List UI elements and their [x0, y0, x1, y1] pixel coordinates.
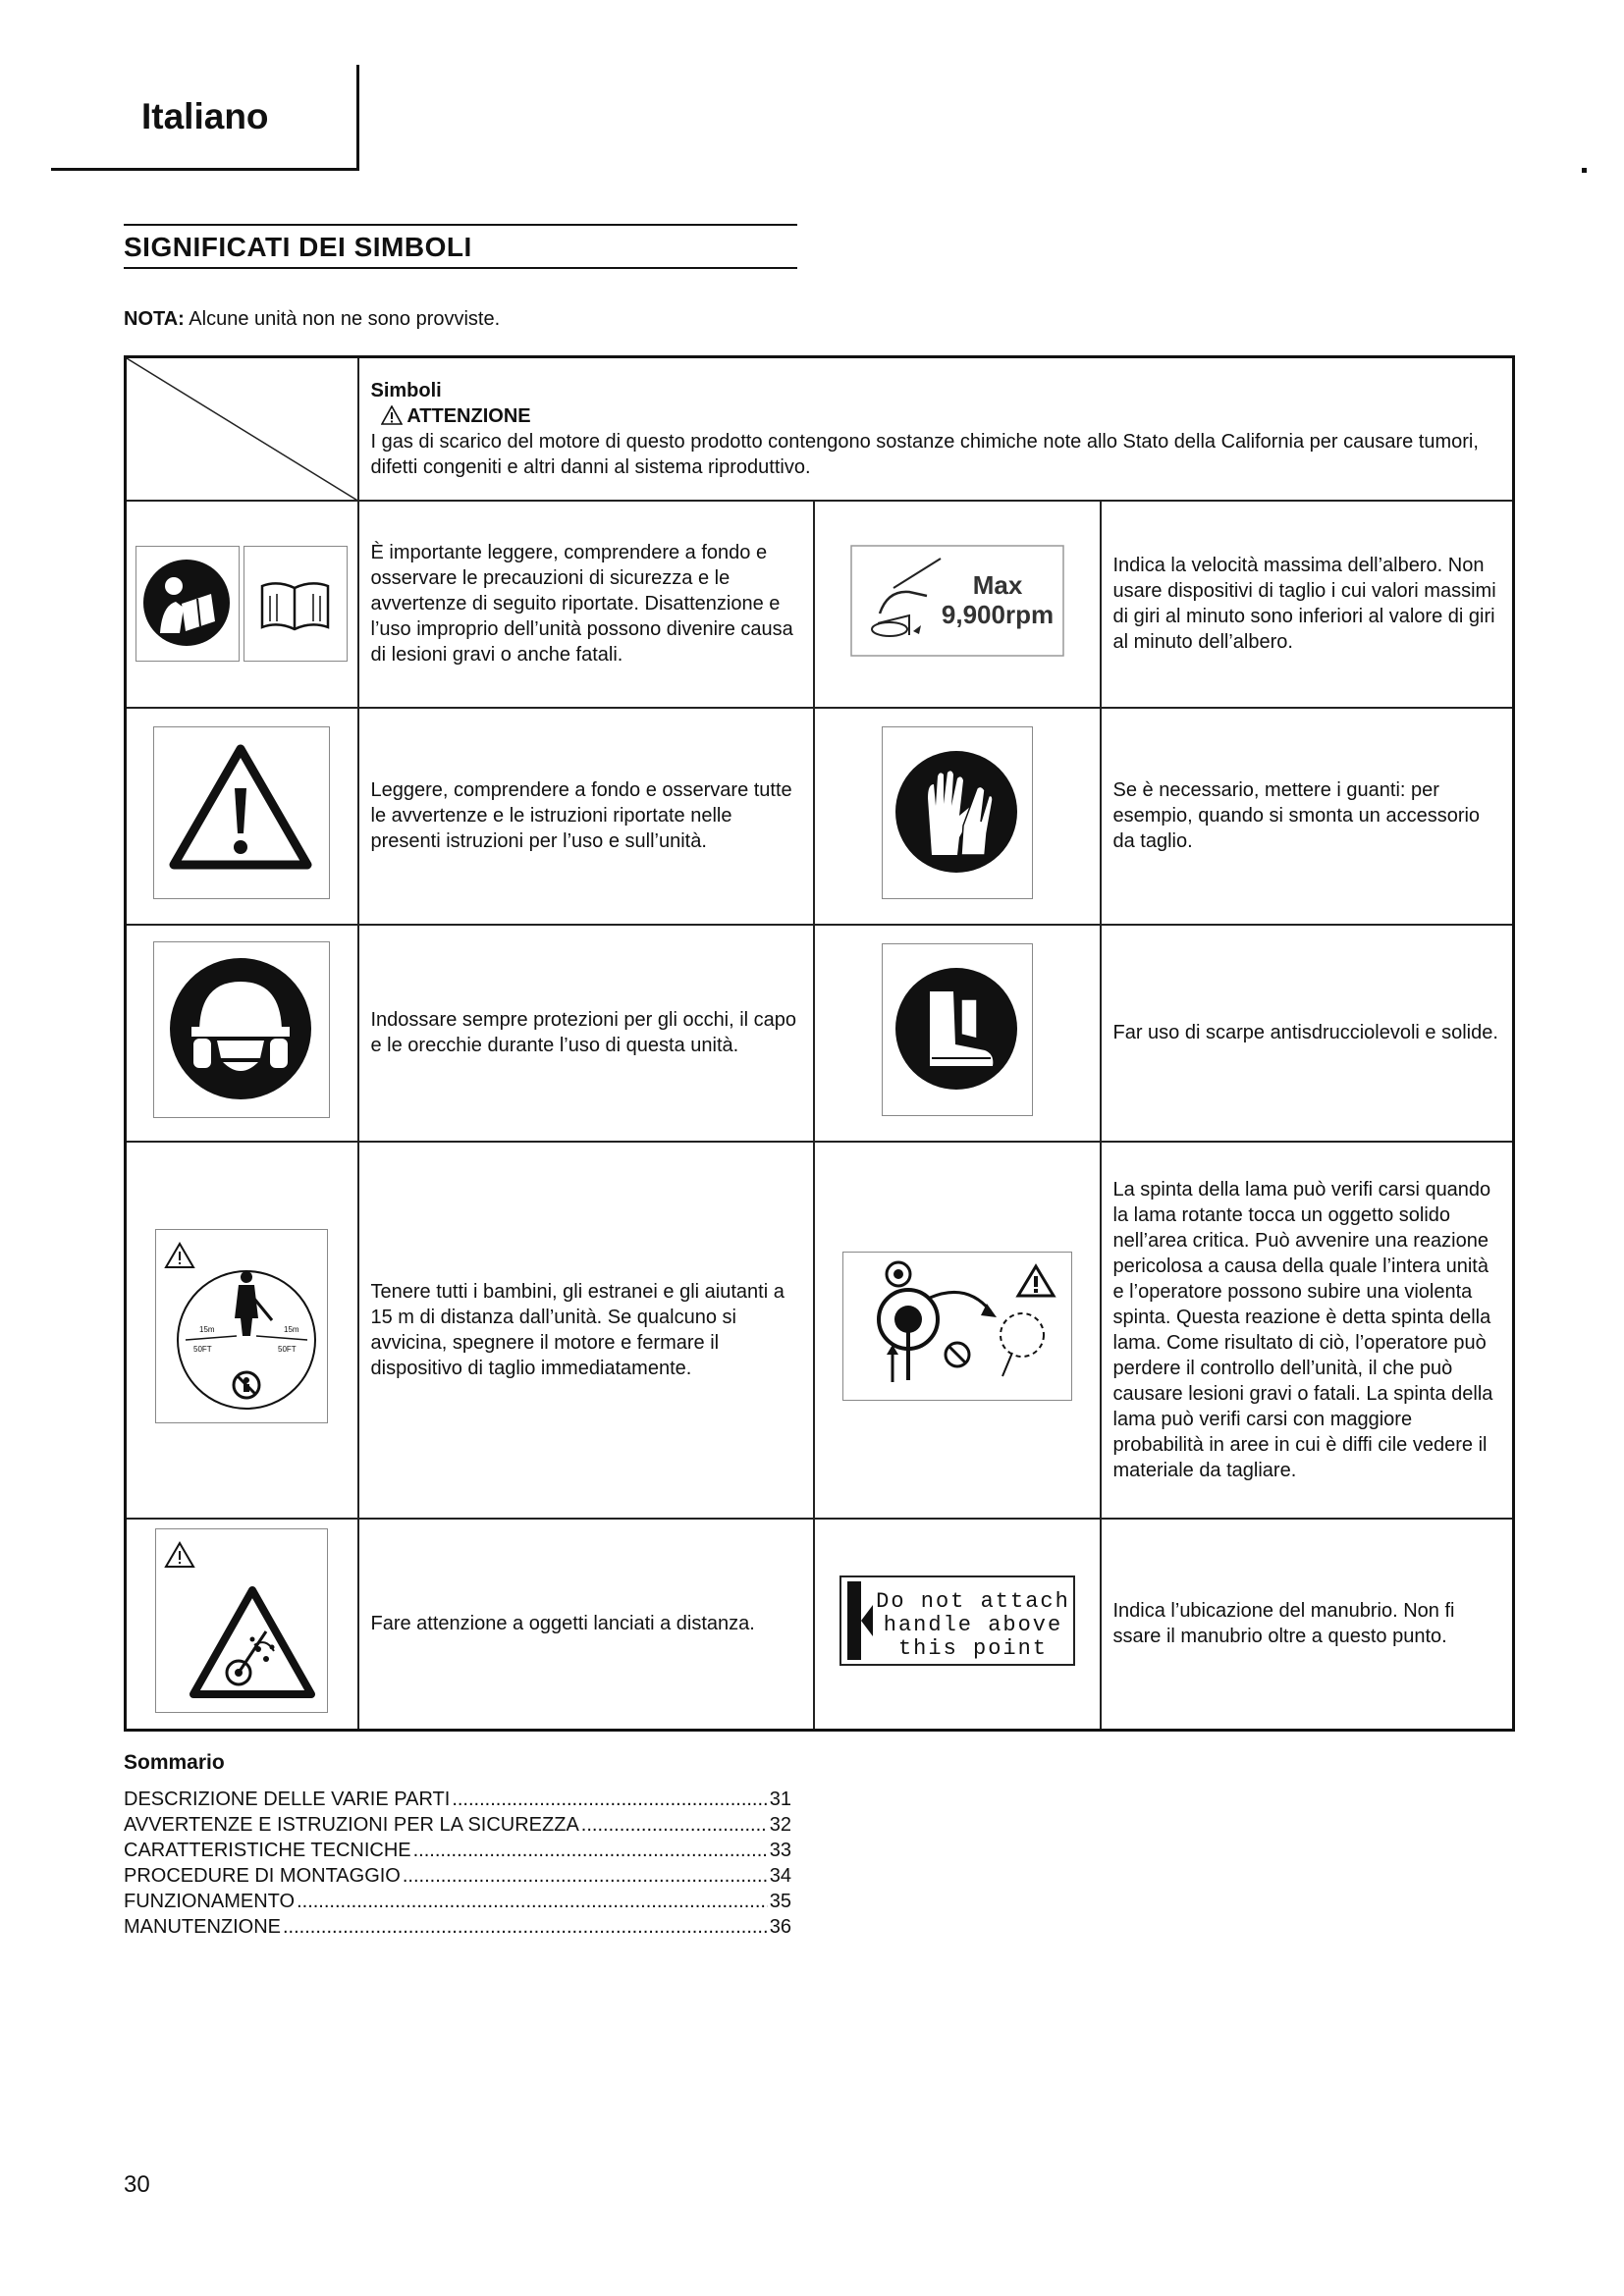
label-line-2: handle above	[883, 1612, 1062, 1637]
toc-item-page: 33	[769, 1840, 791, 1861]
row4-left-icon-cell	[126, 1142, 358, 1519]
max-speed-label: Max	[972, 569, 1022, 600]
warning-small-icon	[381, 405, 403, 425]
row1-left-text: È importante leggere, comprendere a fondo e osservare le precauzioni di sicurezza e le avvertenze di seguito riportate. Disattenzione e l’uso improprio dell’unità possono divenire causa di lesioni gravi o anche fatali.	[358, 501, 814, 708]
read-manual-icon	[135, 546, 240, 662]
row2-right-icon-cell	[814, 708, 1101, 925]
row5-right-icon-cell	[814, 1519, 1101, 1731]
note	[124, 308, 500, 331]
toc-item-label: AVVERTENZE E ISTRUZIONI PER LA SICUREZZA	[124, 1814, 579, 1836]
warning-triangle-icon	[153, 726, 330, 899]
table-header-row	[126, 357, 1514, 501]
warning-text: I gas di scarico del motore di questo prodotto contengono sostanze chimiche note allo Stato della California per causare tumori, difetti congeniti e altri danni al sistema riproduttivo.	[370, 431, 1479, 478]
warning-heading	[371, 403, 1501, 429]
page-mark	[1582, 168, 1587, 173]
row1-right-text: Indica la velocità massima dell’albero. Non usare dispositivi di taglio i cui valori massimi di giri al minuto sono inferiori al valore di giri al minuto dell’albero.	[1101, 501, 1514, 708]
toc-item-label: FUNZIONAMENTO	[124, 1891, 296, 1912]
row5-left-icon-cell	[126, 1519, 358, 1731]
toc-item[interactable]	[124, 1891, 791, 1916]
max-speed-icon	[850, 545, 1064, 657]
toc-item-page: 31	[769, 1789, 791, 1810]
note-label: NOTA:	[124, 308, 185, 330]
table-row	[126, 501, 1514, 708]
warning-label: ATTENZIONE	[406, 405, 531, 427]
toc-item[interactable]	[124, 1789, 791, 1814]
section-title	[124, 224, 797, 269]
toc-item[interactable]	[124, 1916, 791, 1942]
summary-title: Sommario	[124, 1751, 225, 1774]
boots-icon	[882, 943, 1033, 1116]
note-text: Alcune unità non ne sono provviste.	[189, 308, 501, 330]
open-book-icon	[244, 546, 348, 662]
toc-item-label: MANUTENZIONE	[124, 1916, 281, 1938]
blade-thrust-icon	[842, 1252, 1072, 1401]
header-text-cell	[358, 357, 1514, 501]
row2-left-icon-cell	[126, 708, 358, 925]
table-row	[126, 708, 1514, 925]
toc-item-page: 35	[769, 1891, 791, 1912]
row2-right-text: Se è necessario, mettere i guanti: per esempio, quando si smonta un accessorio da taglio.	[1101, 708, 1514, 925]
max-speed-value: 9,900rpm	[941, 599, 1054, 629]
table-row	[126, 925, 1514, 1142]
language-tab-label: Italiano	[141, 96, 269, 136]
toc-item[interactable]	[124, 1865, 791, 1891]
row1-right-icon-cell	[814, 501, 1101, 708]
header-diagonal-cell	[126, 357, 358, 501]
language-tab	[51, 65, 359, 171]
toc-item[interactable]	[124, 1840, 791, 1865]
section-title-text: SIGNIFICATI DEI SIMBOLI	[124, 232, 472, 262]
thrown-objects-icon	[155, 1528, 328, 1713]
toc-item-page: 34	[769, 1865, 791, 1887]
symbols-heading: Simboli	[370, 380, 442, 401]
label-line-1: Do not attach	[875, 1588, 1070, 1614]
row3-right-icon-cell	[814, 925, 1101, 1142]
table-row	[126, 1519, 1514, 1731]
gloves-icon	[882, 726, 1033, 899]
distance-label: 50FT	[278, 1345, 297, 1354]
row3-right-text: Far uso di scarpe antisdrucciolevoli e solide.	[1101, 925, 1514, 1142]
row3-left-icon-cell	[126, 925, 358, 1142]
toc-item-page: 32	[769, 1814, 791, 1836]
summary	[124, 1751, 791, 1942]
diagonal-line	[127, 358, 359, 502]
toc-item-label: DESCRIZIONE DELLE VARIE PARTI	[124, 1789, 451, 1810]
row5-right-text: Indica l’ubicazione del manubrio. Non fi ssare il manubrio oltre a questo punto.	[1101, 1519, 1514, 1731]
eye-head-ear-protection-icon	[153, 941, 330, 1118]
row1-left-icon-cell	[126, 501, 358, 708]
row3-left-text: Indossare sempre protezioni per gli occhi, il capo e le orecchie durante l’uso di questa unità.	[358, 925, 814, 1142]
page-number: 30	[124, 2171, 150, 2198]
distance-label: 50FT	[193, 1345, 212, 1354]
toc-item-label: CARATTERISTICHE TECNICHE	[124, 1840, 411, 1861]
label-line-3: this point	[897, 1635, 1048, 1661]
toc-item[interactable]	[124, 1814, 791, 1840]
row2-left-text: Leggere, comprendere a fondo e osservare tutte le avvertenze e le istruzioni riportate nelle presenti istruzioni per l’uso e sull’unità.	[358, 708, 814, 925]
toc-item-page: 36	[769, 1916, 791, 1938]
keep-distance-icon	[155, 1229, 328, 1423]
symbols-table	[124, 355, 1515, 1732]
distance-label: 15m	[199, 1325, 215, 1334]
row4-left-text: Tenere tutti i bambini, gli estranei e gli aiutanti a 15 m di distanza dall’unità. Se qualcuno si avvicina, spegnere il motore e fermare il dispositivo di taglio immediatamente.	[358, 1142, 814, 1519]
table-row	[126, 1142, 1514, 1519]
toc-item-label: PROCEDURE DI MONTAGGIO	[124, 1865, 401, 1887]
row4-right-icon-cell	[814, 1142, 1101, 1519]
handle-position-label-icon	[839, 1575, 1075, 1673]
row5-left-text: Fare attenzione a oggetti lanciati a distanza.	[358, 1519, 814, 1731]
distance-label: 15m	[284, 1325, 299, 1334]
row4-right-text: La spinta della lama può verifi carsi quando la lama rotante tocca un oggetto solido nell’area critica. Può avvenire una reazione pericolosa a causa della quale l’intera unità e l’operatore possono subire una violenta spinta. Questa reazione è detta spinta della lama. Come risultato di ciò, l’operatore può perdere il controllo dell’unità, il che può causare lesioni gravi o fatali. La spinta della lama può verifi carsi con maggiore probabilità in aree in cui è diffi cile vedere il materiale da tagliare.	[1101, 1142, 1514, 1519]
